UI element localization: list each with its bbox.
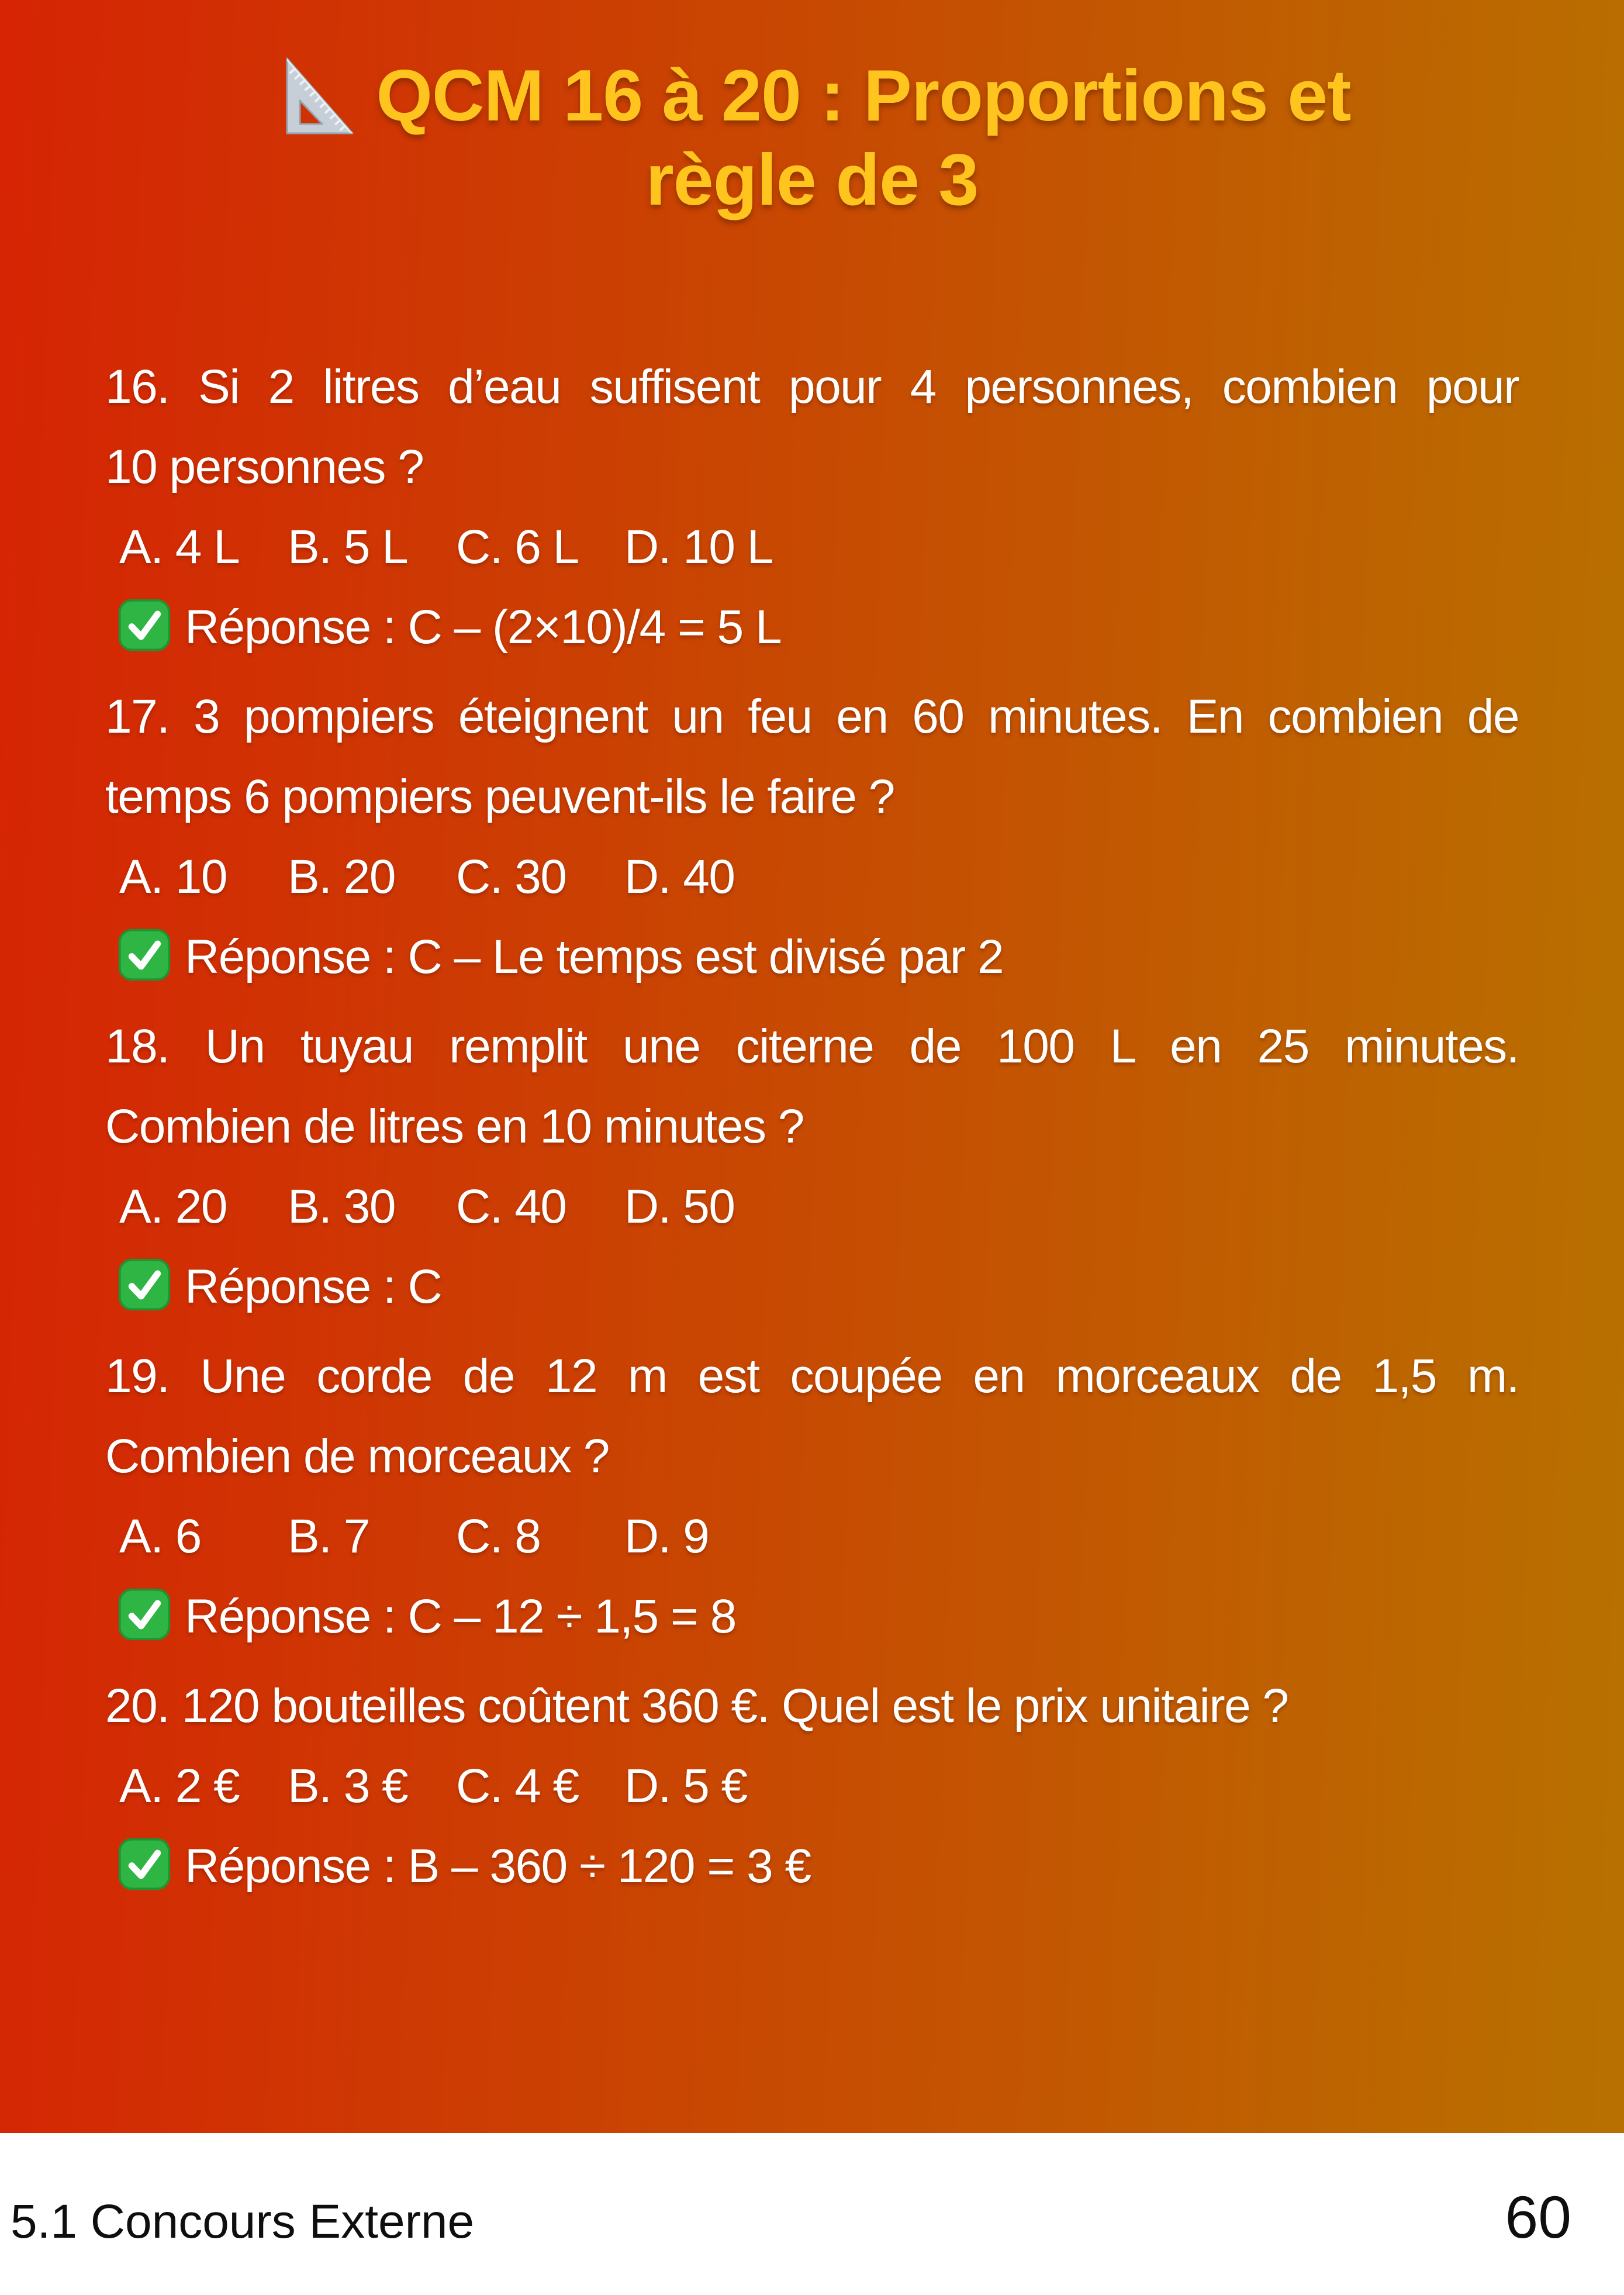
option-item: A. 6 xyxy=(119,1510,201,1563)
page-number: 60 xyxy=(1505,2184,1571,2251)
question-options xyxy=(105,1496,1519,1576)
question-line: 16. Si 2 litres d’eau suffisent pour 4 personnes, combien pour xyxy=(105,360,1519,413)
triangular-ruler-icon xyxy=(273,55,355,137)
question-text xyxy=(105,1336,1519,1496)
option-item: D. 50 xyxy=(624,1180,735,1233)
question-answer xyxy=(105,587,1519,667)
option-item: B. 7 xyxy=(288,1510,369,1563)
answer-text: Réponse : C xyxy=(185,1260,442,1313)
question-line: temps 6 pompiers peuvent-ils le faire ? xyxy=(105,770,894,823)
question-line: Combien de morceaux ? xyxy=(105,1430,609,1483)
question-line: 20. 120 bouteilles coûtent 360 €. Quel est le prix unitaire ? xyxy=(105,1679,1288,1733)
question-options xyxy=(105,837,1519,917)
question-options xyxy=(105,507,1519,587)
option-item: B. 3 € xyxy=(288,1759,408,1813)
answer-text: Réponse : B – 360 ÷ 120 = 3 € xyxy=(185,1840,811,1893)
option-item: C. 30 xyxy=(456,850,566,903)
question-block xyxy=(105,1006,1519,1327)
footer-section-label: 5.1 Concours Externe xyxy=(11,2195,475,2248)
check-mark-icon xyxy=(117,1837,172,1892)
check-mark-icon xyxy=(117,927,172,982)
check-mark-icon xyxy=(117,1587,172,1642)
question-line: Combien de litres en 10 minutes ? xyxy=(105,1100,804,1153)
question-answer xyxy=(105,1826,1519,1906)
option-item: B. 5 L xyxy=(288,520,408,574)
option-item: D. 10 L xyxy=(624,520,773,574)
question-answer xyxy=(105,1247,1519,1327)
title-text-line-2: règle de 3 xyxy=(645,140,979,220)
question-answer xyxy=(105,917,1519,997)
answer-text: Réponse : C – 12 ÷ 1,5 = 8 xyxy=(185,1590,736,1643)
question-line: 19. Une corde de 12 m est coupée en morceaux de 1,5 m. xyxy=(105,1350,1519,1403)
check-mark-icon xyxy=(117,598,172,653)
answer-text: Réponse : C – (2×10)/4 = 5 L xyxy=(185,601,782,654)
question-block xyxy=(105,677,1519,997)
option-item: A. 2 € xyxy=(119,1759,240,1813)
question-options xyxy=(105,1167,1519,1247)
question-text xyxy=(105,1666,1519,1746)
option-item: A. 20 xyxy=(119,1180,227,1233)
question-line: 10 personnes ? xyxy=(105,440,424,493)
option-item: C. 8 xyxy=(456,1510,541,1563)
question-line: 18. Un tuyau remplit une citerne de 100 L en 25 minutes. xyxy=(105,1020,1519,1073)
option-item: A. 4 L xyxy=(119,520,240,574)
page-footer xyxy=(0,2133,1624,2295)
option-item: D. 40 xyxy=(624,850,735,903)
question-text xyxy=(105,677,1519,837)
questions-section xyxy=(105,347,1519,1906)
title-line-2-row xyxy=(0,138,1624,222)
option-item: D. 5 € xyxy=(624,1759,747,1813)
question-block xyxy=(105,347,1519,667)
title-text-line-1: QCM 16 à 20 : Proportions et xyxy=(376,56,1351,136)
answer-text: Réponse : C – Le temps est divisé par 2 xyxy=(185,930,1004,983)
question-line: 17. 3 pompiers éteignent un feu en 60 minutes. En combien de xyxy=(105,690,1519,743)
option-item: C. 6 L xyxy=(456,520,579,574)
question-options xyxy=(105,1746,1519,1826)
question-block xyxy=(105,1336,1519,1656)
option-item: C. 40 xyxy=(456,1180,566,1233)
question-text xyxy=(105,1006,1519,1167)
question-answer xyxy=(105,1576,1519,1656)
title-line-1-row xyxy=(0,54,1624,138)
option-item: B. 20 xyxy=(288,850,395,903)
option-item: B. 30 xyxy=(288,1180,395,1233)
option-item: C. 4 € xyxy=(456,1759,579,1813)
question-block xyxy=(105,1666,1519,1906)
page-title xyxy=(0,0,1624,222)
option-item: D. 9 xyxy=(624,1510,709,1563)
question-text xyxy=(105,347,1519,507)
check-mark-icon xyxy=(117,1257,172,1312)
option-item: A. 10 xyxy=(119,850,227,903)
